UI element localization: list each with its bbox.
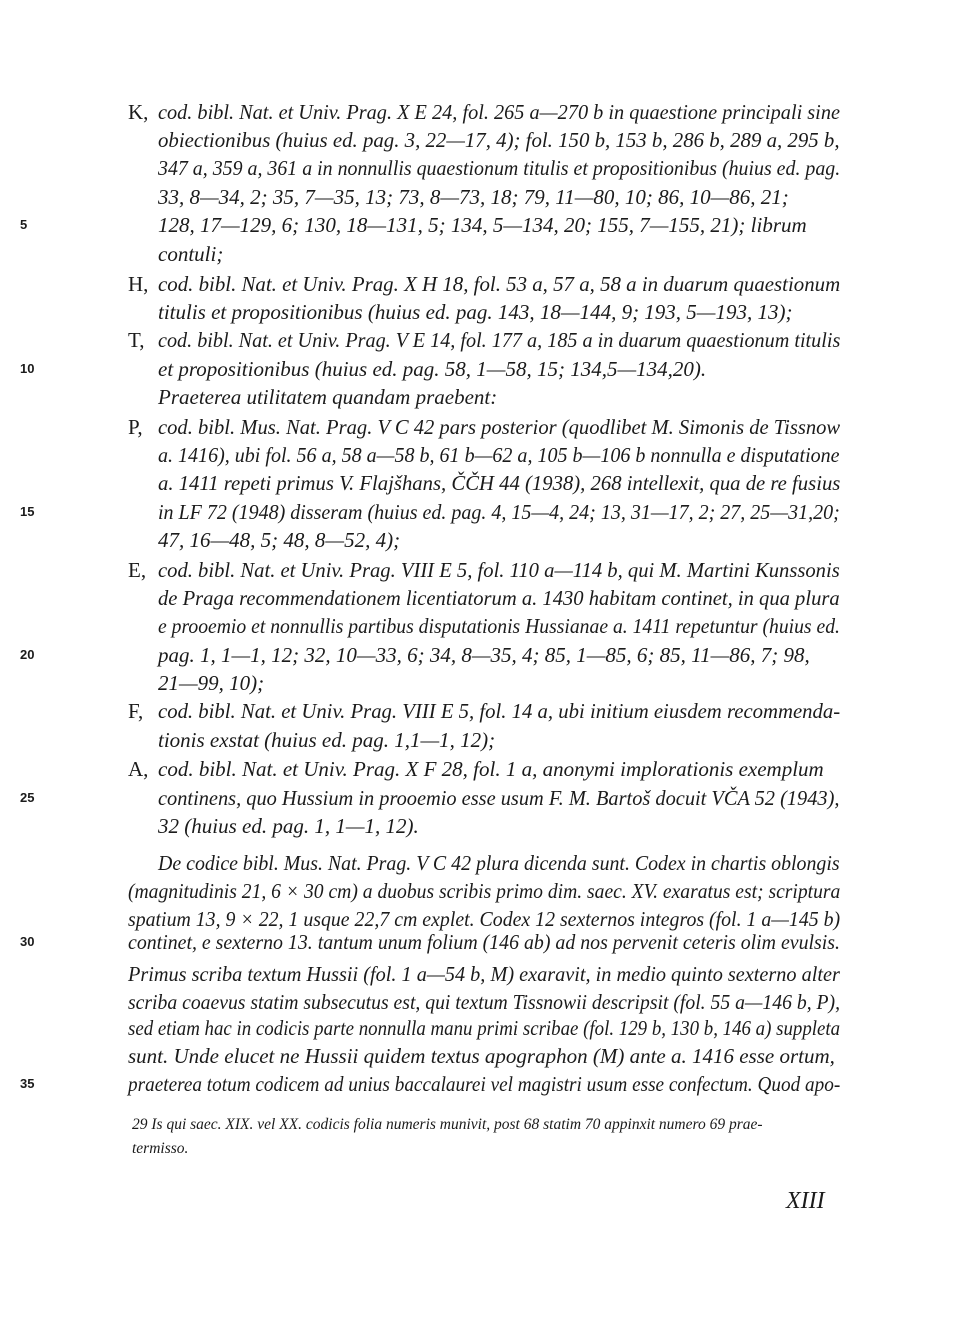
entry-line: 47, 16—48, 5; 48, 8—52, 4); xyxy=(158,528,401,552)
siglum-e: E, xyxy=(128,558,147,582)
entry-line: obiectionibus (huius ed. pag. 3, 22—17, 4); fol. 150 b, 153 b, 286 b, 289 a, 295 b, xyxy=(158,128,840,152)
paragraph-line: sed etiam hac in codicis parte nonnulla manu primi scribae (fol. 129 b, 130 b, 146 a) suppleta xyxy=(128,1016,841,1040)
line-number: 5 xyxy=(20,217,28,232)
siglum-k: K, xyxy=(128,100,149,124)
line-number: 30 xyxy=(20,934,35,949)
entry-line: pag. 1, 1—1, 12; 32, 10—33, 6; 34, 8—35, 4; 85, 1—85, 6; 85, 11—86, 7; 98, xyxy=(158,643,810,667)
paragraph-line: scriba coaevus statim subsecutus est, qui textum Tissnowii descripsit (fol. 55 a—146 b, P), xyxy=(128,990,841,1014)
entry-line: in LF 72 (1948) disseram (huius ed. pag. 4, 15—4, 24; 13, 31—17, 2; 27, 25—31,20; xyxy=(158,500,840,524)
entry-line: a. 1416), ubi fol. 56 a, 58 a—58 b, 61 b—62 a, 105 b—106 b nonnulla e disputatione xyxy=(158,443,840,467)
siglum-t: T, xyxy=(128,328,145,352)
line-number: 15 xyxy=(20,504,35,519)
entry-line: 128, 17—129, 6; 130, 18—131, 5; 134, 5—134, 20; 155, 7—155, 21); librum xyxy=(158,213,807,237)
siglum-a: A, xyxy=(128,757,149,781)
paragraph-line: (magnitudinis 21, 6 × 30 cm) a duobus scribis primo dim. saec. XV. exaratus est; scriptura xyxy=(128,879,841,903)
entry-line: titulis et propositionibus (huius ed. pag. 143, 18—144, 9; 193, 5—193, 13); xyxy=(158,300,793,324)
page-number: XIII xyxy=(786,1188,825,1214)
paragraph-line: praeterea totum codicem ad unius baccalaurei vel magistri usum esse confectum. Quod apo- xyxy=(128,1072,841,1096)
siglum-p: P, xyxy=(128,415,143,439)
siglum-f: F, xyxy=(128,699,144,723)
paragraph-line: sunt. Unde elucet ne Hussii quidem textus apographon (M) ante a. 1416 esse ortum, xyxy=(128,1044,835,1068)
entry-line: tionis exstat (huius ed. pag. 1,1—1, 12); xyxy=(158,728,496,752)
entry-line: et propositionibus (huius ed. pag. 58, 1—58, 15; 134,5—134,20). xyxy=(158,357,707,381)
entry-line: contuli; xyxy=(158,242,224,266)
entry-line: 32 (huius ed. pag. 1, 1—1, 12). xyxy=(158,814,419,838)
paragraph-line: De codice bibl. Mus. Nat. Prag. V C 42 plura dicenda sunt. Codex in chartis oblongis xyxy=(158,851,840,875)
paragraph-line: continet, e sexterno 13. tantum unum folium (146 ab) ad nos pervenit ceteris olim evulsis. xyxy=(128,930,841,954)
line-number: 20 xyxy=(20,647,35,662)
footnote-line: 29 Is qui saec. XIX. vel XX. codicis folia numeris munivit, post 68 statim 70 appinxit numero 69 prae- xyxy=(132,1116,763,1133)
line-number: 35 xyxy=(20,1076,35,1091)
entry-line: de Praga recommendationem licentiatorum a. 1430 habitam continet, in qua plura xyxy=(158,586,840,610)
entry-line: cod. bibl. Nat. et Univ. Prag. X H 18, fol. 53 a, 57 a, 58 a in duarum quaestionum xyxy=(158,272,841,296)
line-number: 10 xyxy=(20,361,35,376)
entry-line: cod. bibl. Mus. Nat. Prag. V C 42 pars posterior (quodlibet M. Simonis de Tissnow xyxy=(158,415,841,439)
entry-line: Praeterea utilitatem quandam praebent: xyxy=(158,385,498,409)
entry-line: cod. bibl. Nat. et Univ. Prag. VIII E 5, fol. 110 a—114 b, qui M. Martini Kunssonis xyxy=(158,558,840,582)
entry-line: 21—99, 10); xyxy=(158,671,265,695)
entry-line: cod. bibl. Nat. et Univ. Prag. X F 28, fol. 1 a, anonymi implorationis exemplum xyxy=(158,757,824,781)
entry-line: continens, quo Hussium in prooemio esse usum F. M. Bartoš docuit VČA 52 (1943), xyxy=(158,786,840,810)
footnote-line: termisso. xyxy=(132,1140,189,1157)
entry-line: a. 1411 repeti primus V. Flajšhans, ČČH 44 (1938), 268 intellexit, qua de re fusius xyxy=(158,471,841,495)
entry-line: 33, 8—34, 2; 35, 7—35, 13; 73, 8—73, 18; 79, 11—80, 10; 86, 10—86, 21; xyxy=(158,185,789,209)
line-number: 25 xyxy=(20,790,35,805)
paragraph-line: spatium 13, 9 × 22, 1 usque 22,7 cm explet. Codex 12 sexternos integros (fol. 1 a—145 b) xyxy=(128,907,841,931)
entry-line: cod. bibl. Nat. et Univ. Prag. VIII E 5, fol. 14 a, ubi initium eiusdem recommenda- xyxy=(158,699,841,723)
entry-line: cod. bibl. Nat. et Univ. Prag. V E 14, fol. 177 a, 185 a in duarum quaestionum titulis xyxy=(158,328,841,352)
entry-line: cod. bibl. Nat. et Univ. Prag. X E 24, fol. 265 a—270 b in quaestione principali sine xyxy=(158,100,840,124)
entry-line: 347 a, 359 a, 361 a in nonnullis quaestionum titulis et propositionibus (huius ed. pag. xyxy=(158,156,841,180)
paragraph-line: Primus scriba textum Hussii (fol. 1 a—54 b, M) exaravit, in medio quinto sexterno alter xyxy=(128,962,840,986)
entry-line: e prooemio et nonnullis partibus disputationis Hussianae a. 1411 repetuntur (huius ed. xyxy=(158,614,840,638)
siglum-h: H, xyxy=(128,272,149,296)
